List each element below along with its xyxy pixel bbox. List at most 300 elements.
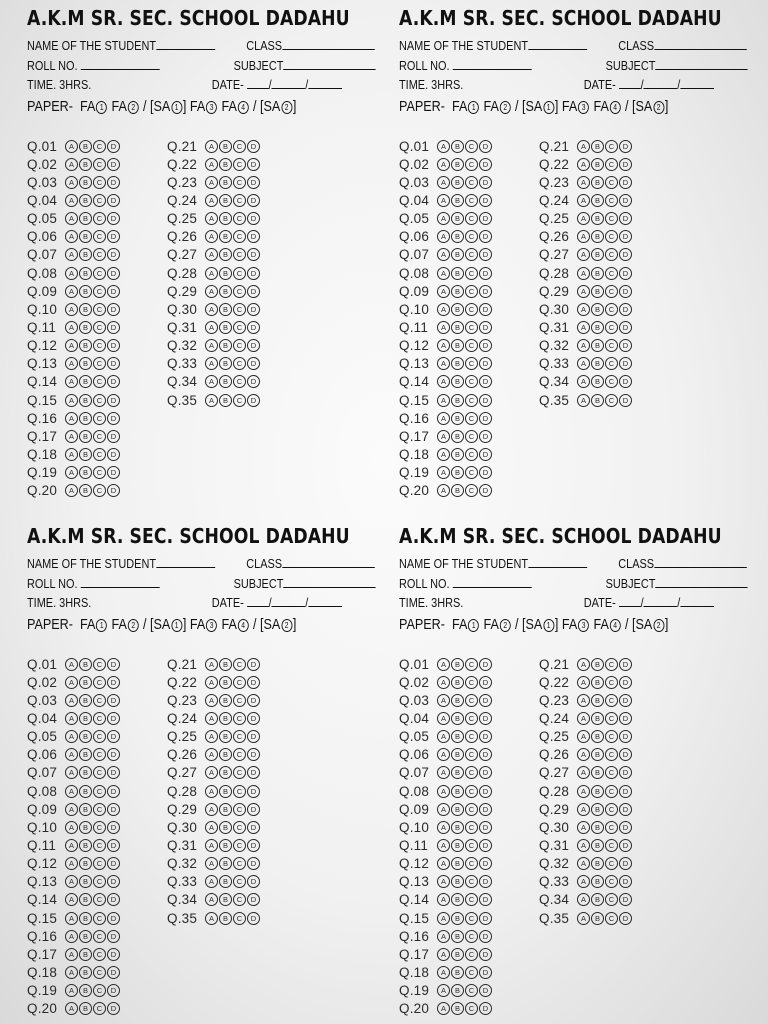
option-bubble-c[interactable]: C xyxy=(605,875,618,888)
option-bubble-b[interactable]: B xyxy=(591,893,604,906)
option-bubble-a[interactable]: A xyxy=(437,875,450,888)
option-bubble-a[interactable]: A xyxy=(577,267,590,280)
option-bubble-a[interactable]: A xyxy=(577,676,590,689)
option-bubble-b[interactable]: B xyxy=(591,212,604,225)
option-bubble-a[interactable]: A xyxy=(205,766,218,779)
option-bubble-c[interactable]: C xyxy=(233,176,246,189)
option-bubble-d[interactable]: D xyxy=(619,212,632,225)
option-bubble-c[interactable]: C xyxy=(233,912,246,925)
option-bubble-a[interactable]: A xyxy=(65,694,78,707)
sa2-option[interactable]: / [SA 2 ] xyxy=(624,616,669,633)
option-bubble-b[interactable]: B xyxy=(591,748,604,761)
option-bubble-a[interactable]: A xyxy=(205,339,218,352)
option-bubble-a[interactable]: A xyxy=(437,140,450,153)
option-bubble-d[interactable]: D xyxy=(479,948,492,961)
option-bubble-c[interactable]: C xyxy=(465,875,478,888)
option-bubble-d[interactable]: D xyxy=(479,875,492,888)
option-bubble-b[interactable]: B xyxy=(591,303,604,316)
option-bubble-a[interactable]: A xyxy=(577,176,590,189)
option-bubble-c[interactable]: C xyxy=(465,1002,478,1015)
option-bubble-a[interactable]: A xyxy=(437,321,450,334)
option-bubble-c[interactable]: C xyxy=(93,176,106,189)
option-bubble-d[interactable]: D xyxy=(247,875,260,888)
option-bubble-a[interactable]: A xyxy=(437,676,450,689)
option-bubble-c[interactable]: C xyxy=(465,448,478,461)
option-bubble-b[interactable]: B xyxy=(219,176,232,189)
option-bubble-d[interactable]: D xyxy=(479,430,492,443)
option-bubble-b[interactable]: B xyxy=(219,912,232,925)
option-bubble-c[interactable]: C xyxy=(93,785,106,798)
option-bubble-d[interactable]: D xyxy=(247,248,260,261)
option-bubble-a[interactable]: A xyxy=(65,230,78,243)
option-bubble-a[interactable]: A xyxy=(65,357,78,370)
option-bubble-c[interactable]: C xyxy=(465,466,478,479)
option-bubble-b[interactable]: B xyxy=(79,712,92,725)
date-month-blank[interactable] xyxy=(644,594,678,607)
option-bubble-b[interactable]: B xyxy=(451,984,464,997)
fa4-option[interactable]: FA 4 xyxy=(221,98,249,115)
option-bubble-c[interactable]: C xyxy=(93,285,106,298)
option-bubble-b[interactable]: B xyxy=(219,267,232,280)
option-bubble-c[interactable]: C xyxy=(605,176,618,189)
option-bubble-b[interactable]: B xyxy=(451,140,464,153)
option-bubble-a[interactable]: A xyxy=(65,966,78,979)
option-bubble-c[interactable]: C xyxy=(605,676,618,689)
option-bubble-c[interactable]: C xyxy=(605,285,618,298)
option-bubble-a[interactable]: A xyxy=(437,484,450,497)
option-bubble-c[interactable]: C xyxy=(465,712,478,725)
option-bubble-c[interactable]: C xyxy=(93,875,106,888)
option-bubble-d[interactable]: D xyxy=(247,857,260,870)
fa1-option[interactable]: FA 1 xyxy=(80,616,108,633)
option-bubble-d[interactable]: D xyxy=(619,140,632,153)
fa3-option[interactable]: FA 3 xyxy=(562,616,590,633)
option-bubble-c[interactable]: C xyxy=(233,694,246,707)
option-bubble-b[interactable]: B xyxy=(79,267,92,280)
option-bubble-c[interactable]: C xyxy=(93,466,106,479)
option-bubble-a[interactable]: A xyxy=(205,212,218,225)
option-bubble-c[interactable]: C xyxy=(605,357,618,370)
option-bubble-c[interactable]: C xyxy=(465,984,478,997)
option-bubble-c[interactable]: C xyxy=(605,303,618,316)
option-bubble-a[interactable]: A xyxy=(437,712,450,725)
option-bubble-a[interactable]: A xyxy=(437,930,450,943)
option-bubble-a[interactable]: A xyxy=(577,230,590,243)
option-bubble-a[interactable]: A xyxy=(577,140,590,153)
option-bubble-a[interactable]: A xyxy=(577,712,590,725)
option-bubble-d[interactable]: D xyxy=(107,766,120,779)
option-bubble-b[interactable]: B xyxy=(219,821,232,834)
option-bubble-a[interactable]: A xyxy=(437,948,450,961)
option-bubble-c[interactable]: C xyxy=(605,267,618,280)
option-bubble-d[interactable]: D xyxy=(619,285,632,298)
option-bubble-c[interactable]: C xyxy=(233,857,246,870)
option-bubble-b[interactable]: B xyxy=(451,412,464,425)
option-bubble-c[interactable]: C xyxy=(605,212,618,225)
option-bubble-d[interactable]: D xyxy=(107,839,120,852)
option-bubble-b[interactable]: B xyxy=(451,484,464,497)
option-bubble-d[interactable]: D xyxy=(619,676,632,689)
option-bubble-b[interactable]: B xyxy=(451,339,464,352)
option-bubble-a[interactable]: A xyxy=(65,339,78,352)
option-bubble-b[interactable]: B xyxy=(79,821,92,834)
option-bubble-b[interactable]: B xyxy=(219,140,232,153)
option-bubble-c[interactable]: C xyxy=(605,821,618,834)
option-bubble-a[interactable]: A xyxy=(205,267,218,280)
option-bubble-a[interactable]: A xyxy=(65,140,78,153)
option-bubble-c[interactable]: C xyxy=(93,712,106,725)
option-bubble-b[interactable]: B xyxy=(451,748,464,761)
option-bubble-d[interactable]: D xyxy=(247,339,260,352)
option-bubble-c[interactable]: C xyxy=(233,357,246,370)
option-bubble-b[interactable]: B xyxy=(451,248,464,261)
option-bubble-d[interactable]: D xyxy=(107,893,120,906)
option-bubble-d[interactable]: D xyxy=(247,267,260,280)
option-bubble-d[interactable]: D xyxy=(107,712,120,725)
fa4-option[interactable]: FA 4 xyxy=(593,98,621,115)
option-bubble-b[interactable]: B xyxy=(451,658,464,671)
roll-no-blank[interactable] xyxy=(81,57,160,70)
option-bubble-a[interactable]: A xyxy=(437,339,450,352)
option-bubble-a[interactable]: A xyxy=(577,158,590,171)
option-bubble-d[interactable]: D xyxy=(107,803,120,816)
option-bubble-c[interactable]: C xyxy=(465,212,478,225)
option-bubble-d[interactable]: D xyxy=(107,912,120,925)
option-bubble-a[interactable]: A xyxy=(437,448,450,461)
option-bubble-a[interactable]: A xyxy=(65,658,78,671)
option-bubble-a[interactable]: A xyxy=(205,875,218,888)
option-bubble-b[interactable]: B xyxy=(219,394,232,407)
option-bubble-c[interactable]: C xyxy=(93,357,106,370)
option-bubble-d[interactable]: D xyxy=(619,912,632,925)
sa2-option[interactable]: / [SA 2 ] xyxy=(252,616,297,633)
fa2-option[interactable]: FA 2 xyxy=(111,616,139,633)
option-bubble-c[interactable]: C xyxy=(233,730,246,743)
option-bubble-c[interactable]: C xyxy=(465,694,478,707)
option-bubble-a[interactable]: A xyxy=(437,412,450,425)
option-bubble-c[interactable]: C xyxy=(465,248,478,261)
option-bubble-d[interactable]: D xyxy=(247,893,260,906)
option-bubble-b[interactable]: B xyxy=(451,694,464,707)
option-bubble-a[interactable]: A xyxy=(205,803,218,816)
option-bubble-c[interactable]: C xyxy=(465,357,478,370)
option-bubble-c[interactable]: C xyxy=(233,712,246,725)
option-bubble-a[interactable]: A xyxy=(437,303,450,316)
option-bubble-c[interactable]: C xyxy=(93,140,106,153)
option-bubble-c[interactable]: C xyxy=(605,658,618,671)
option-bubble-c[interactable]: C xyxy=(93,267,106,280)
option-bubble-b[interactable]: B xyxy=(591,357,604,370)
option-bubble-b[interactable]: B xyxy=(219,339,232,352)
option-bubble-a[interactable]: A xyxy=(205,230,218,243)
option-bubble-c[interactable]: C xyxy=(605,158,618,171)
option-bubble-b[interactable]: B xyxy=(591,140,604,153)
option-bubble-c[interactable]: C xyxy=(93,430,106,443)
option-bubble-b[interactable]: B xyxy=(79,412,92,425)
fa1-option[interactable]: FA 1 xyxy=(452,98,480,115)
option-bubble-b[interactable]: B xyxy=(451,285,464,298)
option-bubble-b[interactable]: B xyxy=(79,339,92,352)
option-bubble-d[interactable]: D xyxy=(107,785,120,798)
option-bubble-b[interactable]: B xyxy=(451,158,464,171)
option-bubble-a[interactable]: A xyxy=(65,748,78,761)
option-bubble-a[interactable]: A xyxy=(577,394,590,407)
option-bubble-d[interactable]: D xyxy=(107,303,120,316)
option-bubble-c[interactable]: C xyxy=(465,839,478,852)
fa1-option[interactable]: FA 1 xyxy=(80,98,108,115)
option-bubble-a[interactable]: A xyxy=(65,448,78,461)
fa2-option[interactable]: FA 2 xyxy=(111,98,139,115)
option-bubble-c[interactable]: C xyxy=(465,194,478,207)
option-bubble-c[interactable]: C xyxy=(465,267,478,280)
class-blank[interactable] xyxy=(654,37,746,50)
option-bubble-a[interactable]: A xyxy=(437,785,450,798)
option-bubble-b[interactable]: B xyxy=(451,448,464,461)
sa1-option[interactable]: / [SA 1 ] xyxy=(515,616,559,633)
option-bubble-d[interactable]: D xyxy=(107,948,120,961)
option-bubble-d[interactable]: D xyxy=(479,1002,492,1015)
option-bubble-d[interactable]: D xyxy=(479,412,492,425)
option-bubble-c[interactable]: C xyxy=(465,158,478,171)
option-bubble-d[interactable]: D xyxy=(107,248,120,261)
option-bubble-a[interactable]: A xyxy=(205,248,218,261)
option-bubble-c[interactable]: C xyxy=(605,839,618,852)
option-bubble-b[interactable]: B xyxy=(591,857,604,870)
option-bubble-a[interactable]: A xyxy=(205,158,218,171)
option-bubble-d[interactable]: D xyxy=(247,785,260,798)
option-bubble-c[interactable]: C xyxy=(233,893,246,906)
option-bubble-b[interactable]: B xyxy=(219,766,232,779)
option-bubble-c[interactable]: C xyxy=(605,140,618,153)
option-bubble-d[interactable]: D xyxy=(107,140,120,153)
option-bubble-a[interactable]: A xyxy=(65,1002,78,1015)
option-bubble-b[interactable]: B xyxy=(79,730,92,743)
option-bubble-d[interactable]: D xyxy=(479,285,492,298)
option-bubble-c[interactable]: C xyxy=(465,176,478,189)
option-bubble-c[interactable]: C xyxy=(605,394,618,407)
option-bubble-a[interactable]: A xyxy=(437,694,450,707)
option-bubble-c[interactable]: C xyxy=(233,339,246,352)
option-bubble-c[interactable]: C xyxy=(465,303,478,316)
option-bubble-c[interactable]: C xyxy=(233,875,246,888)
option-bubble-c[interactable]: C xyxy=(465,766,478,779)
subject-blank[interactable] xyxy=(655,57,747,70)
option-bubble-b[interactable]: B xyxy=(79,948,92,961)
option-bubble-a[interactable]: A xyxy=(577,857,590,870)
option-bubble-b[interactable]: B xyxy=(451,857,464,870)
option-bubble-a[interactable]: A xyxy=(577,194,590,207)
option-bubble-d[interactable]: D xyxy=(247,285,260,298)
option-bubble-a[interactable]: A xyxy=(437,730,450,743)
option-bubble-b[interactable]: B xyxy=(591,730,604,743)
option-bubble-c[interactable]: C xyxy=(465,285,478,298)
option-bubble-c[interactable]: C xyxy=(465,412,478,425)
option-bubble-a[interactable]: A xyxy=(205,857,218,870)
option-bubble-b[interactable]: B xyxy=(219,321,232,334)
option-bubble-c[interactable]: C xyxy=(465,785,478,798)
option-bubble-c[interactable]: C xyxy=(465,912,478,925)
option-bubble-b[interactable]: B xyxy=(451,893,464,906)
option-bubble-c[interactable]: C xyxy=(605,230,618,243)
option-bubble-d[interactable]: D xyxy=(479,212,492,225)
option-bubble-a[interactable]: A xyxy=(577,766,590,779)
option-bubble-b[interactable]: B xyxy=(451,730,464,743)
option-bubble-a[interactable]: A xyxy=(577,303,590,316)
option-bubble-d[interactable]: D xyxy=(247,821,260,834)
option-bubble-d[interactable]: D xyxy=(619,158,632,171)
option-bubble-a[interactable]: A xyxy=(577,785,590,798)
subject-blank[interactable] xyxy=(655,575,747,588)
option-bubble-b[interactable]: B xyxy=(591,712,604,725)
option-bubble-c[interactable]: C xyxy=(93,194,106,207)
option-bubble-a[interactable]: A xyxy=(437,912,450,925)
option-bubble-b[interactable]: B xyxy=(451,712,464,725)
option-bubble-c[interactable]: C xyxy=(233,267,246,280)
option-bubble-a[interactable]: A xyxy=(577,375,590,388)
option-bubble-d[interactable]: D xyxy=(107,1002,120,1015)
option-bubble-b[interactable]: B xyxy=(219,676,232,689)
subject-blank[interactable] xyxy=(283,575,375,588)
option-bubble-b[interactable]: B xyxy=(451,321,464,334)
date-day-blank[interactable] xyxy=(247,594,269,607)
option-bubble-d[interactable]: D xyxy=(107,448,120,461)
option-bubble-a[interactable]: A xyxy=(205,912,218,925)
option-bubble-b[interactable]: B xyxy=(79,285,92,298)
option-bubble-d[interactable]: D xyxy=(479,893,492,906)
option-bubble-d[interactable]: D xyxy=(479,930,492,943)
option-bubble-d[interactable]: D xyxy=(619,375,632,388)
roll-no-blank[interactable] xyxy=(453,575,532,588)
option-bubble-d[interactable]: D xyxy=(619,267,632,280)
option-bubble-d[interactable]: D xyxy=(479,140,492,153)
option-bubble-d[interactable]: D xyxy=(619,394,632,407)
option-bubble-d[interactable]: D xyxy=(247,303,260,316)
option-bubble-d[interactable]: D xyxy=(619,766,632,779)
fa2-option[interactable]: FA 2 xyxy=(483,98,511,115)
option-bubble-d[interactable]: D xyxy=(107,430,120,443)
option-bubble-a[interactable]: A xyxy=(205,676,218,689)
option-bubble-a[interactable]: A xyxy=(65,267,78,280)
option-bubble-b[interactable]: B xyxy=(451,803,464,816)
option-bubble-d[interactable]: D xyxy=(479,748,492,761)
option-bubble-a[interactable]: A xyxy=(205,658,218,671)
option-bubble-b[interactable]: B xyxy=(79,912,92,925)
option-bubble-d[interactable]: D xyxy=(107,466,120,479)
option-bubble-d[interactable]: D xyxy=(479,676,492,689)
option-bubble-c[interactable]: C xyxy=(465,676,478,689)
option-bubble-b[interactable]: B xyxy=(79,785,92,798)
option-bubble-b[interactable]: B xyxy=(79,676,92,689)
option-bubble-c[interactable]: C xyxy=(233,303,246,316)
option-bubble-d[interactable]: D xyxy=(247,140,260,153)
option-bubble-c[interactable]: C xyxy=(93,1002,106,1015)
option-bubble-d[interactable]: D xyxy=(247,676,260,689)
option-bubble-a[interactable]: A xyxy=(577,694,590,707)
option-bubble-d[interactable]: D xyxy=(107,930,120,943)
option-bubble-b[interactable]: B xyxy=(79,394,92,407)
option-bubble-c[interactable]: C xyxy=(465,484,478,497)
fa1-option[interactable]: FA 1 xyxy=(452,616,480,633)
fa3-option[interactable]: FA 3 xyxy=(562,98,590,115)
option-bubble-d[interactable]: D xyxy=(479,839,492,852)
option-bubble-c[interactable]: C xyxy=(233,748,246,761)
option-bubble-b[interactable]: B xyxy=(79,658,92,671)
option-bubble-d[interactable]: D xyxy=(619,821,632,834)
option-bubble-d[interactable]: D xyxy=(479,158,492,171)
option-bubble-c[interactable]: C xyxy=(233,140,246,153)
option-bubble-d[interactable]: D xyxy=(619,694,632,707)
option-bubble-b[interactable]: B xyxy=(79,176,92,189)
option-bubble-c[interactable]: C xyxy=(465,966,478,979)
option-bubble-c[interactable]: C xyxy=(93,839,106,852)
option-bubble-d[interactable]: D xyxy=(107,857,120,870)
option-bubble-b[interactable]: B xyxy=(79,966,92,979)
option-bubble-b[interactable]: B xyxy=(451,966,464,979)
option-bubble-c[interactable]: C xyxy=(465,339,478,352)
option-bubble-d[interactable]: D xyxy=(107,339,120,352)
option-bubble-d[interactable]: D xyxy=(619,339,632,352)
option-bubble-c[interactable]: C xyxy=(93,484,106,497)
option-bubble-d[interactable]: D xyxy=(247,839,260,852)
option-bubble-c[interactable]: C xyxy=(93,412,106,425)
sa2-option[interactable]: / [SA 2 ] xyxy=(252,98,297,115)
option-bubble-a[interactable]: A xyxy=(65,412,78,425)
option-bubble-a[interactable]: A xyxy=(205,730,218,743)
option-bubble-c[interactable]: C xyxy=(93,212,106,225)
option-bubble-d[interactable]: D xyxy=(619,230,632,243)
option-bubble-c[interactable]: C xyxy=(93,321,106,334)
option-bubble-d[interactable]: D xyxy=(479,984,492,997)
option-bubble-a[interactable]: A xyxy=(437,394,450,407)
option-bubble-a[interactable]: A xyxy=(205,694,218,707)
option-bubble-b[interactable]: B xyxy=(219,875,232,888)
option-bubble-b[interactable]: B xyxy=(591,230,604,243)
sa2-option[interactable]: / [SA 2 ] xyxy=(624,98,669,115)
option-bubble-d[interactable]: D xyxy=(247,658,260,671)
option-bubble-c[interactable]: C xyxy=(233,394,246,407)
option-bubble-b[interactable]: B xyxy=(79,230,92,243)
option-bubble-c[interactable]: C xyxy=(233,248,246,261)
option-bubble-c[interactable]: C xyxy=(605,748,618,761)
option-bubble-d[interactable]: D xyxy=(107,875,120,888)
option-bubble-b[interactable]: B xyxy=(451,267,464,280)
option-bubble-a[interactable]: A xyxy=(437,893,450,906)
option-bubble-b[interactable]: B xyxy=(79,303,92,316)
option-bubble-b[interactable]: B xyxy=(451,176,464,189)
option-bubble-a[interactable]: A xyxy=(437,821,450,834)
option-bubble-b[interactable]: B xyxy=(451,676,464,689)
student-name-blank[interactable] xyxy=(156,555,215,568)
option-bubble-c[interactable]: C xyxy=(465,730,478,743)
option-bubble-b[interactable]: B xyxy=(219,158,232,171)
option-bubble-c[interactable]: C xyxy=(233,785,246,798)
option-bubble-a[interactable]: A xyxy=(577,212,590,225)
option-bubble-b[interactable]: B xyxy=(79,357,92,370)
option-bubble-b[interactable]: B xyxy=(219,303,232,316)
option-bubble-c[interactable]: C xyxy=(233,194,246,207)
option-bubble-c[interactable]: C xyxy=(93,230,106,243)
option-bubble-b[interactable]: B xyxy=(451,303,464,316)
option-bubble-d[interactable]: D xyxy=(247,803,260,816)
option-bubble-d[interactable]: D xyxy=(479,448,492,461)
option-bubble-d[interactable]: D xyxy=(247,375,260,388)
option-bubble-c[interactable]: C xyxy=(233,158,246,171)
option-bubble-c[interactable]: C xyxy=(605,712,618,725)
option-bubble-a[interactable]: A xyxy=(205,893,218,906)
option-bubble-d[interactable]: D xyxy=(247,748,260,761)
option-bubble-d[interactable]: D xyxy=(619,748,632,761)
option-bubble-d[interactable]: D xyxy=(247,176,260,189)
